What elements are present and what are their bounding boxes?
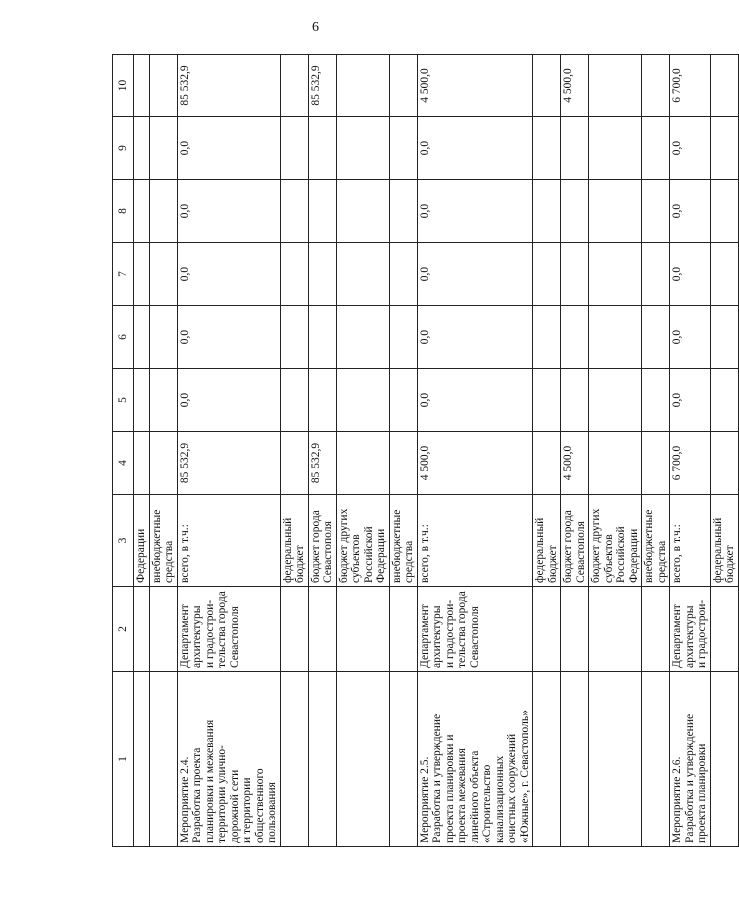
table-cell	[149, 243, 177, 306]
table-cell	[589, 432, 642, 495]
table-cell	[589, 117, 642, 180]
table-row	[280, 55, 308, 847]
table-cell: бюджет других субъектов Российской Федерации	[589, 495, 642, 587]
table-cell	[533, 55, 561, 117]
table-cell	[149, 180, 177, 243]
table-cell	[149, 55, 177, 117]
table-cell	[336, 117, 389, 180]
table-cell	[710, 180, 738, 243]
table-cell	[280, 243, 308, 306]
table-cell: федеральный бюджет	[710, 495, 738, 587]
table-cell	[589, 180, 642, 243]
header-cell: 5	[113, 369, 134, 432]
table-row	[561, 55, 589, 847]
table-cell	[134, 180, 150, 243]
table-cell	[336, 369, 389, 432]
table-header-row	[113, 55, 134, 847]
table-cell	[561, 243, 589, 306]
header-cell: 3	[113, 495, 134, 587]
table-cell: Департамент архитектуры и градострои- тельства города Севастополя	[177, 587, 280, 672]
header-cell: 7	[113, 243, 134, 306]
table-cell: бюджет других субъектов Российской Федерации	[336, 495, 389, 587]
table-cell	[134, 243, 150, 306]
table-cell	[589, 306, 642, 369]
table-cell	[308, 117, 336, 180]
table-row	[642, 55, 670, 847]
table-cell: всего, в т.ч.:	[177, 495, 280, 587]
table-cell	[642, 369, 670, 432]
table-cell: 85 532,9	[177, 432, 280, 495]
table-cell	[561, 587, 589, 672]
table-cell: внебюджетные средства	[149, 495, 177, 587]
table-cell	[336, 587, 389, 672]
table-cell	[134, 369, 150, 432]
table-cell	[308, 180, 336, 243]
table-cell	[642, 587, 670, 672]
table-cell: бюджет города Севастополя	[308, 495, 336, 587]
header-cell: 8	[113, 180, 134, 243]
table-cell: 4 500,0	[561, 55, 589, 117]
table-row	[589, 55, 642, 847]
table-cell	[642, 432, 670, 495]
table-cell: 0,0	[417, 306, 533, 369]
table-cell: 0,0	[177, 306, 280, 369]
table-cell	[308, 306, 336, 369]
header-cell: 10	[113, 55, 134, 117]
table-cell	[134, 587, 150, 672]
table-cell	[134, 432, 150, 495]
table-cell	[710, 306, 738, 369]
table-cell: 0,0	[417, 243, 533, 306]
table-cell: Мероприятие 2.6. Разработка и утверждение проекта планировки	[670, 672, 711, 847]
table-cell	[710, 587, 738, 672]
table-cell	[336, 672, 389, 847]
table-cell	[533, 432, 561, 495]
table-cell: 4 500,0	[561, 432, 589, 495]
table-cell: Мероприятие 2.5. Разработка и утверждение проекта планировки и проекта межевания линейного объекта «Строительство канализационных очистных сооружений «Южные», г. Севастополь»	[417, 672, 533, 847]
table-cell	[149, 306, 177, 369]
table-cell: 0,0	[670, 117, 711, 180]
header-cell: 4	[113, 432, 134, 495]
table-cell: Департамент архитектуры и градострои-	[670, 587, 711, 672]
table-cell	[533, 587, 561, 672]
table-cell: всего, в т.ч.:	[670, 495, 711, 587]
table-cell	[336, 243, 389, 306]
header-cell: 2	[113, 587, 134, 672]
table-cell	[308, 369, 336, 432]
table-cell: 0,0	[417, 180, 533, 243]
table-cell	[308, 243, 336, 306]
table-cell	[642, 55, 670, 117]
table-cell	[589, 55, 642, 117]
table-cell	[336, 432, 389, 495]
table-cell	[389, 672, 417, 847]
table-cell: 85 532,9	[308, 55, 336, 117]
table-cell: 0,0	[670, 369, 711, 432]
table-cell	[149, 432, 177, 495]
table-row	[177, 55, 280, 847]
table-cell	[642, 180, 670, 243]
rotated-table-wrapper	[112, 55, 736, 847]
table-cell	[710, 117, 738, 180]
header-cell: 9	[113, 117, 134, 180]
table-cell	[389, 243, 417, 306]
table-cell: 85 532,9	[177, 55, 280, 117]
table-cell	[389, 369, 417, 432]
table-cell	[589, 672, 642, 847]
page-number: 6	[312, 20, 319, 35]
table-cell	[533, 180, 561, 243]
table-cell: 0,0	[177, 243, 280, 306]
table-row	[336, 55, 389, 847]
table-cell	[533, 369, 561, 432]
table-cell: 0,0	[670, 243, 711, 306]
table-cell	[533, 117, 561, 180]
table-cell	[389, 55, 417, 117]
table-row	[134, 55, 150, 847]
table-cell: 85 532,9	[308, 432, 336, 495]
table-cell: внебюджетные средства	[389, 495, 417, 587]
table-cell	[149, 117, 177, 180]
table-cell: 4 500,0	[417, 55, 533, 117]
table-cell	[134, 306, 150, 369]
table-cell	[710, 672, 738, 847]
table-cell	[710, 369, 738, 432]
table-cell: Федерации	[134, 495, 150, 587]
table-body	[134, 55, 739, 847]
table-row	[670, 55, 711, 847]
table-cell	[280, 672, 308, 847]
table-cell: 0,0	[417, 369, 533, 432]
table-cell	[710, 432, 738, 495]
table-cell	[134, 672, 150, 847]
table-cell: 0,0	[177, 180, 280, 243]
table-row	[149, 55, 177, 847]
table-cell	[389, 117, 417, 180]
table-cell	[642, 306, 670, 369]
table-row	[710, 55, 738, 847]
header-cell: 1	[113, 672, 134, 847]
table-cell	[389, 432, 417, 495]
table-cell	[561, 369, 589, 432]
table-cell: Департамент архитектуры и градострои- тельства города Севастополя	[417, 587, 533, 672]
table-cell: 0,0	[417, 117, 533, 180]
table-cell	[134, 55, 150, 117]
table-cell	[561, 180, 589, 243]
table-cell	[308, 587, 336, 672]
table-cell	[561, 306, 589, 369]
table-cell	[336, 306, 389, 369]
table-cell	[642, 117, 670, 180]
table-cell: 0,0	[177, 117, 280, 180]
table-cell: 6 700,0	[670, 432, 711, 495]
table-cell	[280, 180, 308, 243]
table-cell	[280, 369, 308, 432]
table-cell	[533, 243, 561, 306]
table-cell	[308, 672, 336, 847]
table-cell	[589, 243, 642, 306]
table-cell	[533, 672, 561, 847]
table-cell	[642, 243, 670, 306]
table-row	[389, 55, 417, 847]
header-cell: 6	[113, 306, 134, 369]
table-cell	[134, 117, 150, 180]
table-cell	[149, 369, 177, 432]
table-cell: 0,0	[670, 306, 711, 369]
table-cell	[149, 587, 177, 672]
table-cell	[149, 672, 177, 847]
table-cell	[280, 55, 308, 117]
table-row	[417, 55, 533, 847]
table-cell	[336, 55, 389, 117]
table-cell: 4 500,0	[417, 432, 533, 495]
table-cell	[589, 587, 642, 672]
budget-table	[112, 54, 739, 847]
table-cell: 0,0	[177, 369, 280, 432]
table-cell: внебюджетные средства	[642, 495, 670, 587]
table-cell	[561, 117, 589, 180]
table-row	[308, 55, 336, 847]
table-cell: федеральный бюджет	[280, 495, 308, 587]
table-cell: бюджет города Севастополя	[561, 495, 589, 587]
table-cell	[561, 672, 589, 847]
table-cell	[336, 180, 389, 243]
table-cell	[710, 243, 738, 306]
table-cell	[389, 306, 417, 369]
table-cell	[533, 306, 561, 369]
table-cell: Мероприятие 2.4. Разработка проекта планировки и межевания территории улично- дорожной сети и территории общественного пользования	[177, 672, 280, 847]
table-row	[533, 55, 561, 847]
table-cell	[280, 432, 308, 495]
table-cell	[389, 180, 417, 243]
table-cell: федеральный бюджет	[533, 495, 561, 587]
table-cell	[642, 672, 670, 847]
table-cell: 6 700,0	[670, 55, 711, 117]
table-cell: 0,0	[670, 180, 711, 243]
table-cell	[280, 306, 308, 369]
table-cell	[280, 117, 308, 180]
table-cell	[389, 587, 417, 672]
table-cell	[710, 55, 738, 117]
table-cell: всего, в т.ч.:	[417, 495, 533, 587]
table-cell	[589, 369, 642, 432]
table-cell	[280, 587, 308, 672]
